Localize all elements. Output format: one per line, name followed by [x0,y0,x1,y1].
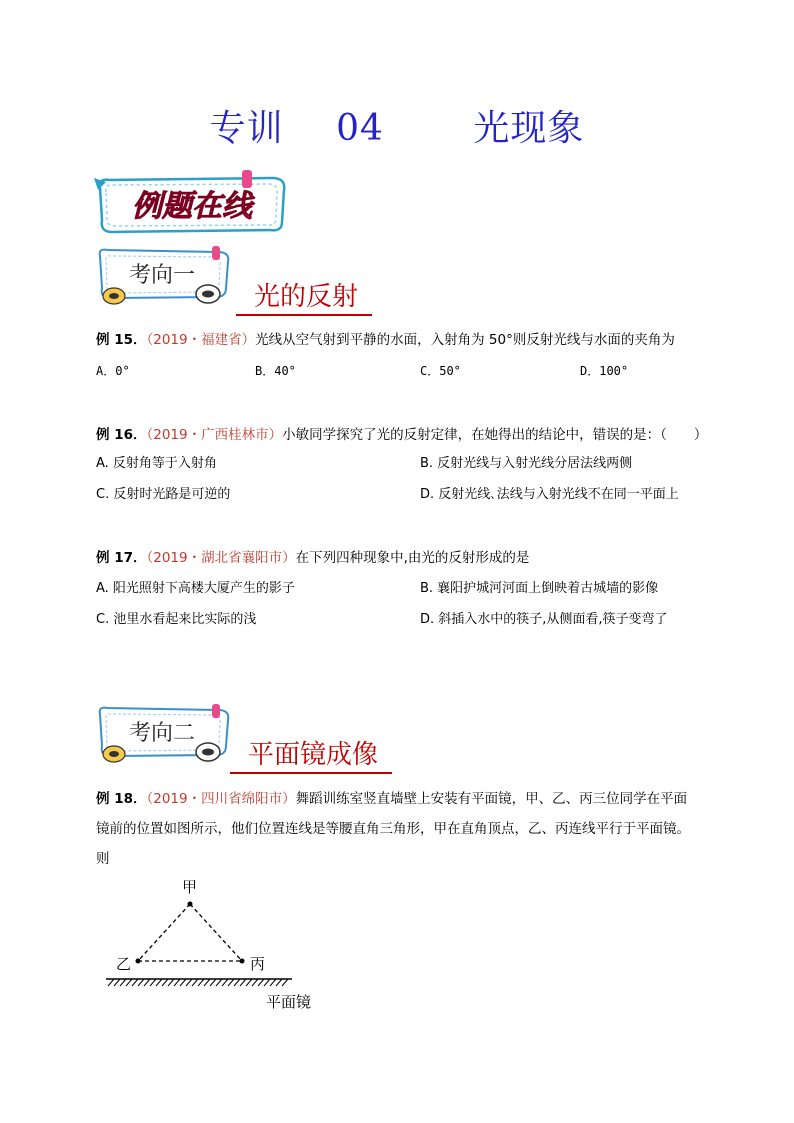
question-source: （2019・广西桂林市） [146,427,283,443]
clip-icon [212,704,220,718]
option-b: B. 襄阳护城河河面上倒映着古城墙的影像 [420,581,659,596]
section-title-1: 光的反射 [236,282,372,316]
question-source: （2019・福建省） [146,332,256,348]
point-bing [240,959,245,964]
question-number: 例 18． [96,791,147,807]
question-number: 例 17． [96,550,147,566]
question-number: 例 16． [96,427,147,443]
mirror-label: 平面镜 [266,993,312,1011]
question-text: 镜前的位置如图所示，他们位置连线是等腰直角三角形，甲在直角顶点，乙、丙连线平行于平面镜。 [96,821,690,837]
question-text: 光线从空气射到平静的水面，入射角为 50°则反射光线与水面的夹角为 [255,332,675,348]
label-bing: 丙 [250,955,266,973]
label-yi: 乙 [116,955,132,973]
line-jia-bing [190,904,242,961]
clip-icon [212,246,220,260]
section-badge-1 [90,242,240,310]
option-a: A. 阳光照射下高楼大厦产生的影子 [96,581,295,596]
option-c: C. 池里水看起来比实际的浅 [96,612,257,627]
option-d: D．100° [580,364,629,378]
point-yi [136,959,141,964]
section-badge-2 [90,700,240,768]
option-a: A. 反射角等于入射角 [96,456,217,471]
question-18-stem [96,789,706,869]
line-jia-yi [138,904,190,961]
option-d: D. 反射光线､法线与入射光线不在同一平面上 [420,487,679,502]
example-banner [92,170,292,240]
question-16-stem [96,425,707,445]
mirror-figure [100,875,340,1015]
option-a: A．0° [96,364,130,378]
question-line [96,789,706,809]
question-source: （2019・湖北省襄阳市） [146,550,296,566]
question-text: 舞蹈训练室竖直墙壁上安装有平面镜，甲、乙、丙三位同学在平面 [295,791,688,807]
label-jia: 甲 [182,878,198,896]
section-title-2: 平面镜成像 [230,740,392,774]
option-c: C. 反射时光路是可逆的 [96,487,231,502]
question-17-stem [96,548,529,568]
question-text: 在下列四种现象中,由光的反射形成的是 [295,550,530,566]
option-b: B. 反射光线与入射光线分居法线两侧 [420,456,633,471]
point-jia [188,902,193,907]
section-badge-label: 考向二 [128,721,196,746]
question-number: 例 15． [96,332,147,348]
question-text: 则 [96,851,110,867]
page-title: 专训 04 光现象 [209,108,585,149]
section-badge-label: 考向一 [128,263,196,288]
banner-text: 例题在线 [132,189,252,224]
question-text: 小敏同学探究了光的反射定律，在她得出的结论中，错误的是：（ ） [282,427,708,443]
mirror-hatching [108,979,288,986]
question-15-stem [96,330,675,350]
option-b: B．40° [255,364,296,378]
option-c: C．50° [420,364,461,378]
option-d: D. 斜插入水中的筷子,从侧面看,筷子变弯了 [420,612,668,627]
question-source: （2019・四川省绵阳市） [146,791,296,807]
